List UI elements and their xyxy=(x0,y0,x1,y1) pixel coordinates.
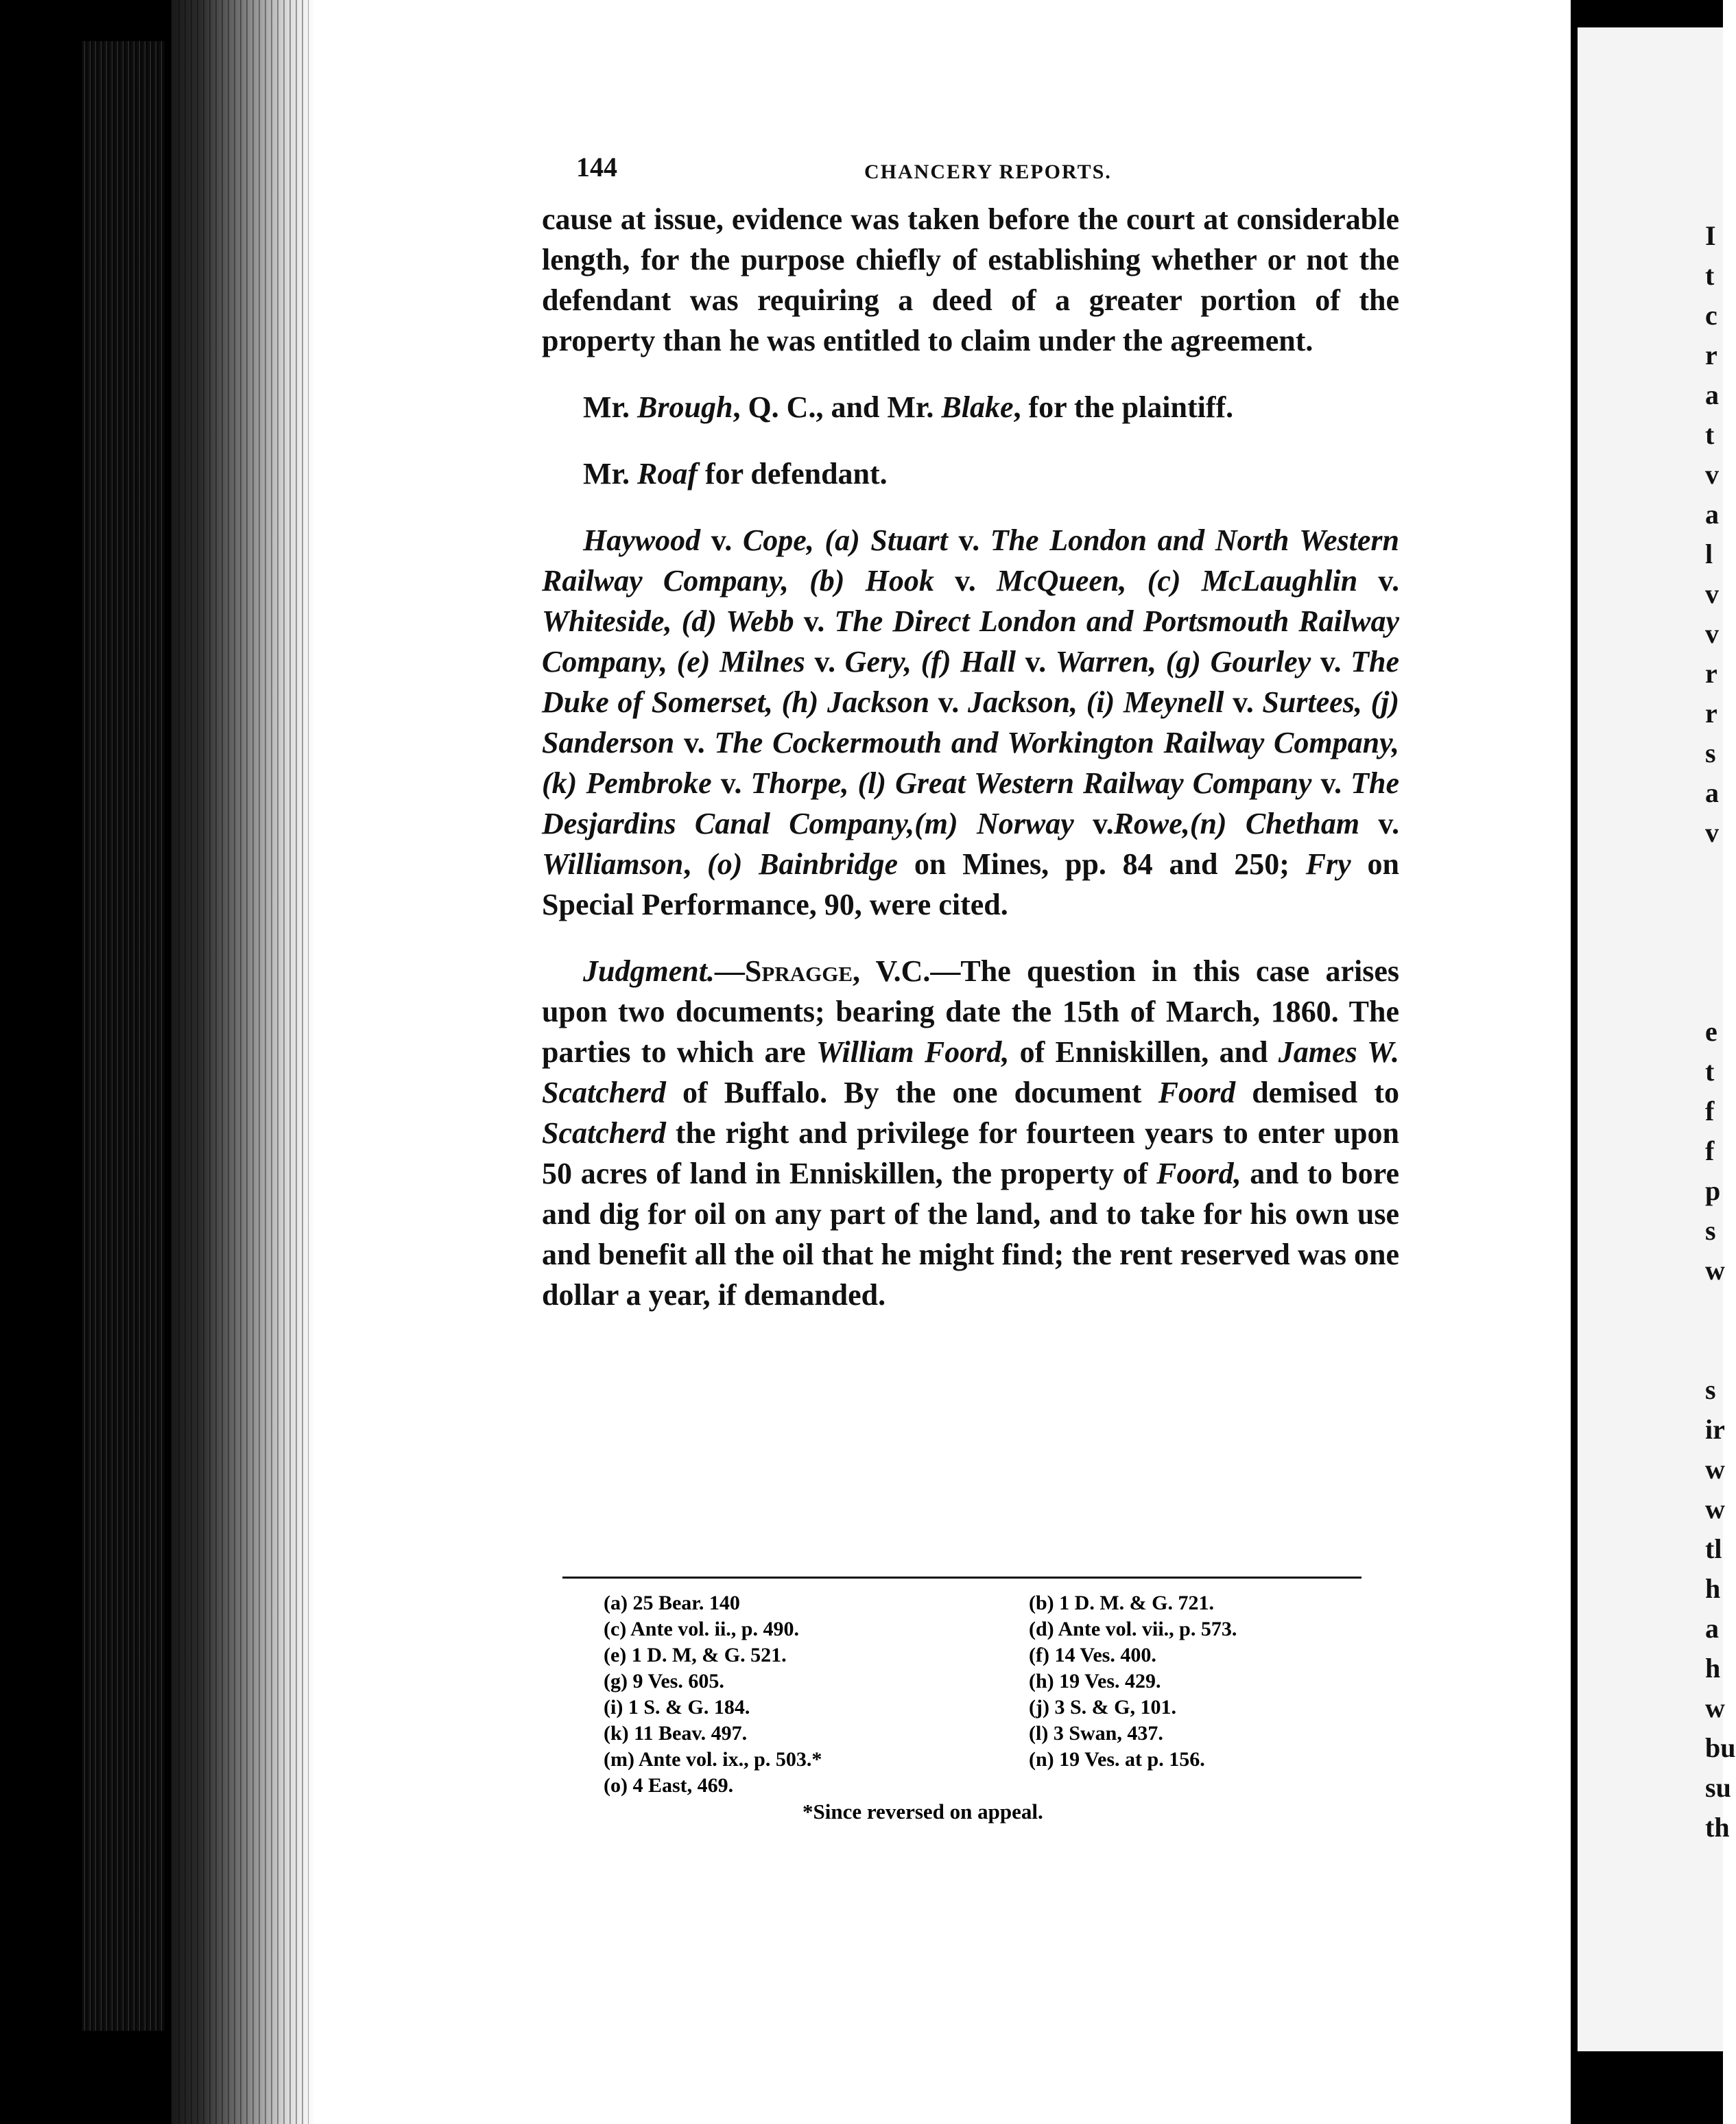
right-margin xyxy=(1531,0,1571,2124)
versus: v. xyxy=(794,604,835,638)
text: for defendant. xyxy=(698,457,888,491)
facing-page-letter: a xyxy=(1705,777,1719,808)
footnote-rule xyxy=(562,1577,1362,1579)
party-name: William Foord, xyxy=(816,1035,1010,1069)
facing-page-letter: a xyxy=(1705,379,1719,410)
gutter-page-lines xyxy=(178,0,309,2124)
text: of Enniskillen, and xyxy=(1009,1035,1279,1069)
party-name: James W. Scatcherd xyxy=(542,1035,1399,1109)
footnote-entry: (o) 4 East, 469. xyxy=(604,1774,734,1797)
footnote-entry: (n) 19 Ves. at p. 156. xyxy=(1029,1748,1205,1771)
facing-page-letter: s xyxy=(1705,1215,1716,1246)
judge-name: Spragge xyxy=(744,954,853,988)
versus: v. xyxy=(805,645,845,678)
facing-page-letter xyxy=(1705,1334,1723,1373)
page-edges xyxy=(82,41,165,2031)
footnote-entry: (g) 9 Ves. 605. xyxy=(604,1670,724,1692)
facing-page-letter xyxy=(1705,936,1723,976)
text: , xyxy=(683,847,708,881)
footnote-entry: (e) 1 D. M, & G. 521. xyxy=(604,1644,787,1666)
versus: v. xyxy=(1311,766,1351,800)
case-party: Surtees, (j) Sanderson xyxy=(542,685,1399,759)
counsel-name: Roaf xyxy=(637,457,698,491)
footnotes-left-column xyxy=(604,1590,988,1799)
footnote-entry: (b) 1 D. M. & G. 721. xyxy=(1029,1592,1214,1614)
case-party: Warren, (g) Gourley xyxy=(1055,645,1311,678)
footnote-entry: (i) 1 S. & G. 184. xyxy=(604,1696,750,1719)
text: , Q. C., and Mr. xyxy=(733,390,934,424)
case-party: Haywood xyxy=(583,523,701,557)
paragraph-cases-cited xyxy=(542,520,1399,925)
facing-page-letter: v xyxy=(1705,618,1719,649)
body-text xyxy=(542,199,1399,1315)
case-party: The Duke of Somerset, (h) Jackson xyxy=(542,645,1399,719)
footnote-entry: (c) Ante vol. ii., p. 490. xyxy=(604,1618,799,1640)
facing-page-letter: l xyxy=(1705,539,1713,569)
footnote-entry: (a) 25 Bear. 140 xyxy=(604,1592,740,1614)
left-book-edge xyxy=(0,0,171,2124)
facing-page-letter: w xyxy=(1705,1494,1725,1524)
facing-page-letter: a xyxy=(1705,499,1719,530)
case-party: McQueen, (c) McLaughlin xyxy=(997,564,1358,598)
footnote-reversed-note: *Since reversed on appeal. xyxy=(802,1800,1043,1824)
versus: v. xyxy=(711,766,751,800)
facing-page-letter: ir xyxy=(1705,1414,1725,1445)
paragraph-counsel-defendant xyxy=(542,453,1399,494)
facing-page-letter: s xyxy=(1705,738,1716,768)
versus: v. xyxy=(934,564,997,598)
facing-page-letter xyxy=(1705,1294,1723,1334)
facing-page-letter: t xyxy=(1705,1056,1715,1087)
facing-page-letter: w xyxy=(1705,1255,1725,1286)
case-party: The London and North Western Railway Company, (b) Hook xyxy=(542,523,1400,598)
footnote-entry: (d) Ante vol. vii., p. 573. xyxy=(1029,1618,1237,1640)
case-party: Whiteside, (d) Webb xyxy=(542,604,794,638)
text: — xyxy=(714,954,745,988)
text: , V.C.—The question in this case arises upon two documents; bearing date the 15th of March, 1860. The parties to which are xyxy=(542,954,1399,1069)
case-party: Jackson, (i) Meynell xyxy=(967,685,1224,719)
facing-page-letter: w xyxy=(1705,1692,1725,1723)
versus: v. xyxy=(1073,807,1114,840)
facing-page-letter: w xyxy=(1705,1454,1725,1485)
case-party: (o) Bainbridge xyxy=(707,847,899,881)
facing-page-letter: t xyxy=(1705,419,1715,450)
counsel-name: Blake xyxy=(941,390,1014,424)
footnote-entry: (m) Ante vol. ix., p. 503.* xyxy=(604,1748,822,1771)
text: Mr. xyxy=(583,390,630,424)
case-party: Thorpe, (l) Great Western Railway Company xyxy=(750,766,1312,800)
footnote-entry: (k) 11 Beav. 497. xyxy=(604,1722,748,1745)
versus: v. xyxy=(929,685,968,719)
text: , for the plaintiff. xyxy=(1013,390,1234,424)
versus: v. xyxy=(700,523,743,557)
facing-page-letter: bu xyxy=(1705,1732,1736,1763)
facing-page-letter: s xyxy=(1705,1374,1716,1405)
facing-page-letter: a xyxy=(1705,1613,1719,1644)
facing-page-letter: f xyxy=(1705,1135,1715,1166)
facing-page-edge xyxy=(1571,0,1736,2124)
paragraph-counsel-plaintiff xyxy=(542,387,1399,427)
facing-page-letter: v xyxy=(1705,817,1719,848)
party-name: Foord, xyxy=(1156,1157,1241,1190)
facing-page-letter: v xyxy=(1705,459,1719,490)
facing-page-letter: th xyxy=(1705,1812,1730,1843)
case-party: Williamson xyxy=(542,847,684,881)
facing-page-letter: h xyxy=(1705,1653,1721,1684)
footnote-entry: (j) 3 S. & G, 101. xyxy=(1029,1696,1176,1719)
paragraph-judgment xyxy=(542,951,1399,1315)
text: on Special Performance, 90, were cited. xyxy=(542,847,1399,921)
facing-page-letter: e xyxy=(1705,1016,1717,1047)
text: Mr. xyxy=(583,457,630,491)
versus: v. xyxy=(1311,645,1351,678)
text: of Buffalo. By the one document xyxy=(665,1076,1158,1109)
judgment-label: Judgment. xyxy=(583,954,715,988)
facing-page-letter: r xyxy=(1705,340,1717,370)
printed-page xyxy=(542,151,1399,1315)
facing-page-letter: h xyxy=(1705,1573,1721,1604)
facing-page-letter: t xyxy=(1705,260,1715,291)
facing-page-letter: I xyxy=(1705,220,1716,251)
text: on Mines, pp. 84 and 250; xyxy=(898,847,1306,881)
case-party: The Cockermouth and Workington Railway Company, (k) Pembroke xyxy=(542,726,1399,800)
footnote-entry: (l) 3 Swan, 437. xyxy=(1029,1722,1163,1745)
case-party: The Desjardins Canal Company,(m) Norway xyxy=(542,766,1399,840)
case-party: Fry xyxy=(1305,847,1351,881)
footnotes-right-column xyxy=(1029,1590,1413,1773)
paragraph-evidence: cause at issue, evidence was taken before the court at considerable length, for the purpose chiefly of establishing whether or not the defendant was requiring a deed of a greater portion of the property than he was entitled to claim under the agreement. xyxy=(542,202,1399,357)
versus: v. xyxy=(1359,807,1399,840)
versus: v. xyxy=(674,726,715,759)
page-header xyxy=(542,151,1399,199)
footnotes xyxy=(604,1590,1379,1824)
text: and to bore and dig for oil on any part of the land, and to take for his own use and benefit all the oil that he might find; the rent reserved was one dollar a year, if demanded. xyxy=(542,1157,1400,1312)
footnote-entry: (h) 19 Ves. 429. xyxy=(1029,1670,1161,1692)
case-party: The Direct London and Portsmouth Railway Company, (e) Milnes xyxy=(542,604,1399,678)
counsel-name: Brough xyxy=(637,390,733,424)
facing-page-letter: v xyxy=(1705,578,1719,609)
facing-page-letter: r xyxy=(1705,658,1717,689)
facing-page-text-fragments xyxy=(1705,220,1736,1866)
facing-page-letter: tl xyxy=(1705,1533,1722,1564)
text: demised to xyxy=(1235,1076,1399,1109)
facing-page-letter: su xyxy=(1705,1772,1731,1803)
versus: v. xyxy=(1224,685,1263,719)
page-number: 144 xyxy=(576,152,617,182)
facing-page-letter: p xyxy=(1705,1175,1721,1206)
versus: v. xyxy=(947,523,990,557)
case-party: Cope, (a) Stuart xyxy=(742,523,948,557)
facing-page-letter xyxy=(1705,896,1723,936)
facing-page-letter xyxy=(1705,976,1723,1015)
versus: v. xyxy=(1015,645,1056,678)
footnote-entry: (f) 14 Ves. 400. xyxy=(1029,1644,1156,1666)
facing-page xyxy=(1578,27,1736,2051)
facing-page-letter: f xyxy=(1705,1096,1715,1126)
facing-page-letter: c xyxy=(1705,300,1717,331)
case-party: Rowe,(n) Chetham xyxy=(1113,807,1360,840)
facing-page-letter: r xyxy=(1705,698,1717,729)
running-head: CHANCERY REPORTS. xyxy=(864,161,1112,183)
party-name: Foord xyxy=(1158,1076,1236,1109)
versus: v. xyxy=(1357,564,1399,598)
text: the right and privilege for fourteen years to enter upon 50 acres of land in Enniskillen, the property of xyxy=(542,1116,1399,1190)
party-name: Scatcherd xyxy=(542,1116,666,1150)
case-party: Gery, (f) Hall xyxy=(844,645,1016,678)
facing-page-letter xyxy=(1705,856,1723,896)
